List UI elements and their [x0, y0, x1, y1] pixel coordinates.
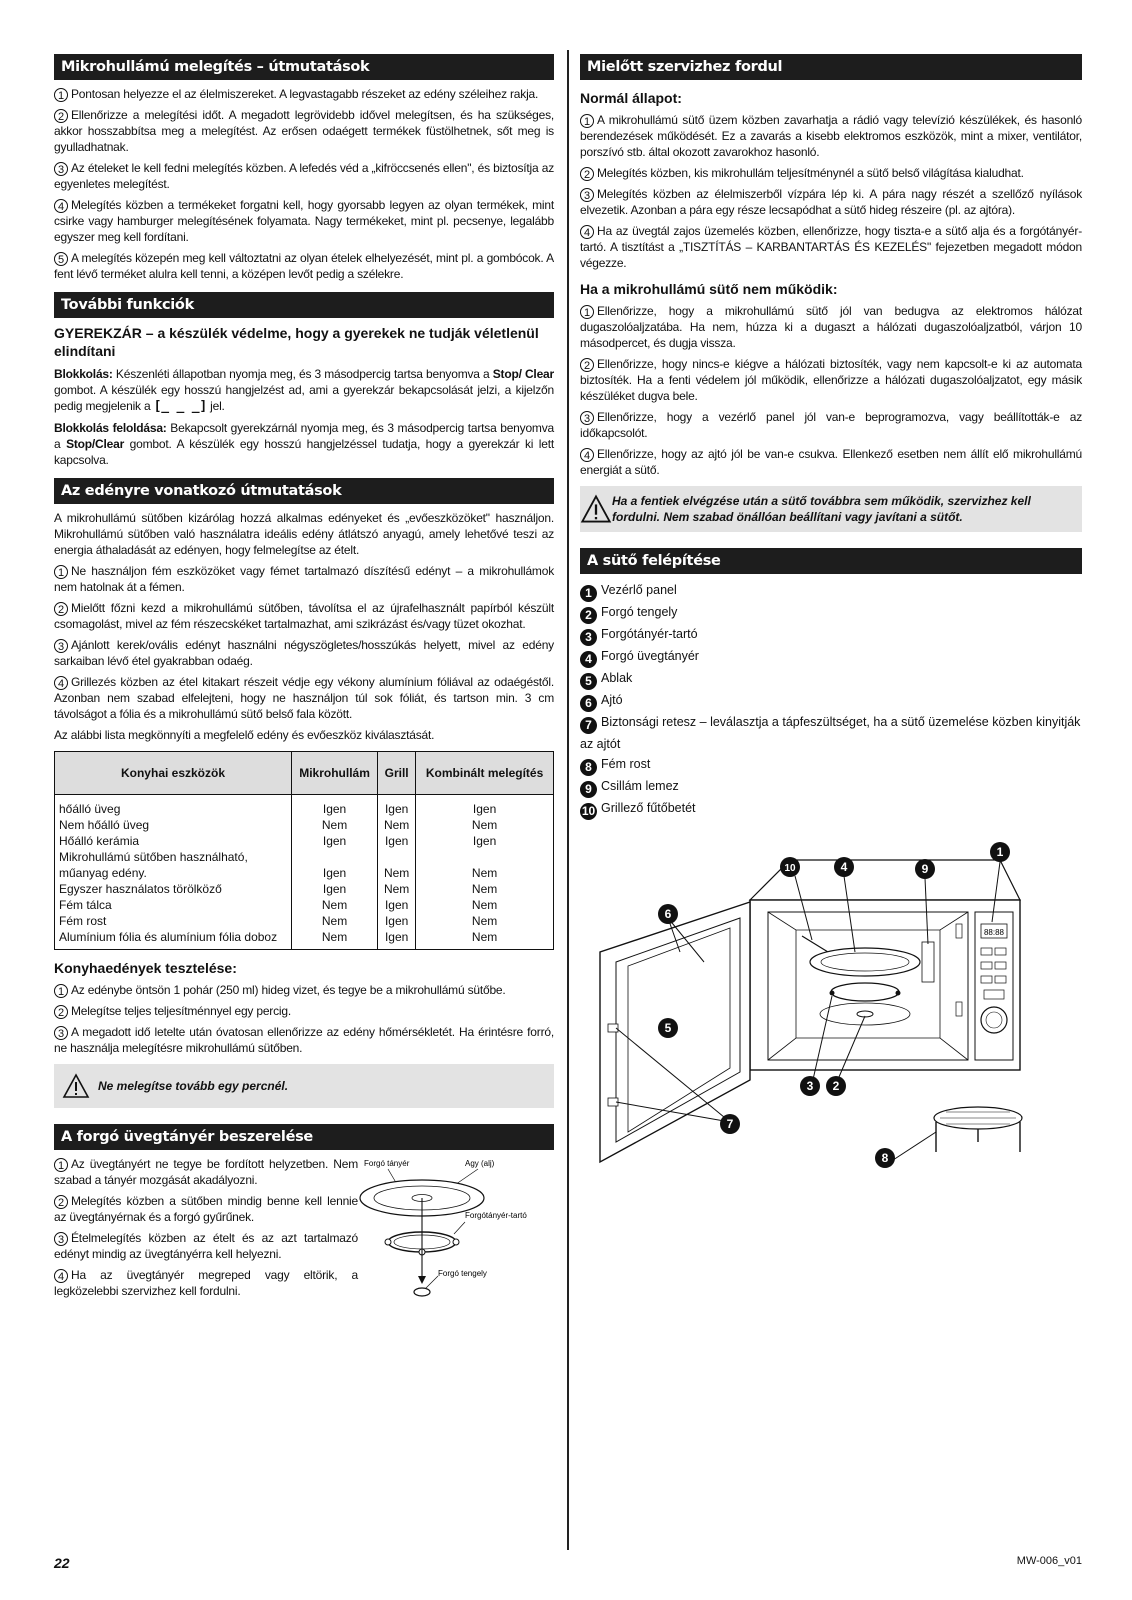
- cookware-instruction-text: Ajánlott kerek/ovális edényt használni négyszögletes/hosszúkás helyett, mivel az edény sarkaiban lévő étel gyakrabban odaég.: [54, 638, 554, 668]
- table-row: [55, 913, 554, 929]
- normal-state-item-text: A mikrohullámú sütő üzem közben zavarhatja a rádió vagy televízió készülékek, és hasonló berendezések működését. Ez a zavarás a kisebb elektromos eszközök, mint a mixer, ventilátor, porszívó stb. által okozott zavarokhoz hasonló.: [580, 113, 1082, 159]
- warning-box-2: [580, 486, 1082, 532]
- warning-box-1: [54, 1064, 554, 1108]
- component-item: [580, 754, 1082, 776]
- table-cell: Nem: [378, 865, 416, 881]
- callout-4: 4: [840, 860, 848, 874]
- test-step: [54, 1024, 554, 1056]
- turntable-instruction: [54, 1267, 358, 1299]
- heating-instruction-text: Melegítés közben a termékeket forgatni kell, hogy gyorsabb legyen az olyan termékek, mint csirke vagy hamburger melegítésének folyamata. Nagy termékeket, mint pl. pecsenye, legalább egyszer meg kell fordítani.: [54, 198, 554, 244]
- table-cell: Igen: [378, 913, 416, 929]
- table-cell: Nem: [292, 897, 378, 913]
- table-cell: Nem: [292, 929, 378, 950]
- table-cell: Igen: [292, 833, 378, 849]
- oven-diagram: [580, 832, 1082, 1177]
- not-working-item-text: Ellenőrizze, hogy a mikrohullámú sütő jól van bedugva az elektromos hálózat dugaszolóaljzatába. Ha nem, húzza ki a dugaszt a hálózati dugaszolóaljzatból, várjon 10 másodpercet, és dugja vissza.: [580, 304, 1082, 350]
- component-item-text: Forgó tengely: [601, 605, 678, 619]
- table-cell: Nem: [292, 817, 378, 833]
- table-cell: [292, 849, 378, 865]
- callout-9: 9: [921, 862, 929, 876]
- heating-instruction: [54, 160, 554, 192]
- callout-10: 10: [784, 863, 796, 874]
- item-number: 1: [54, 984, 68, 998]
- item-number: 6: [580, 695, 597, 712]
- table-cell: Igen: [378, 833, 416, 849]
- not-working-item: [580, 446, 1082, 478]
- component-item-text: Csillám lemez: [601, 779, 679, 793]
- turntable-diagram: [358, 1156, 548, 1311]
- heating-instruction-text: Az ételeket le kell fedni melegítés közben. A lefedés véd a „kifröccsenés ellen", és biztosítja az egyenletes melegítést.: [54, 161, 554, 191]
- cookware-instructions-list: [54, 563, 554, 722]
- item-number: 2: [580, 358, 594, 372]
- stop-clear-label-2: Stop/Clear: [66, 437, 125, 451]
- table-cell: Hőálló kerámia: [55, 833, 292, 849]
- test-step-text: Az edénybe öntsön 1 pohár (250 ml) hideg vizet, és tegye be a mikrohullámú sütőbe.: [71, 983, 506, 997]
- table-header: Mikrohullám: [292, 752, 378, 795]
- turntable-instruction-text: Az üvegtányért ne tegye be fordított helyzetben. Nem szabad a tányér mozgását akadályozni.: [54, 1157, 358, 1187]
- item-number: 1: [54, 88, 68, 102]
- item-number: 4: [54, 676, 68, 690]
- table-row: [55, 849, 554, 865]
- normal-state-item: [580, 186, 1082, 218]
- item-number: 1: [54, 1158, 68, 1172]
- section-heading-heating: Mikrohullámú melegítés – útmutatások: [54, 54, 554, 80]
- test-title: Konyhaedények tesztelése:: [54, 960, 237, 976]
- cookware-table: [54, 751, 554, 950]
- table-row: [55, 881, 554, 897]
- heating-instruction-text: Ellenőrizze a melegítési időt. A megadott legrövidebb idővel melegítsen, és ha szükséges, akkor hosszabbítsa meg a melegítést. Az erősen odaégett termékek füstölhetnek, sőt meg is gyulladhatnak.: [54, 108, 554, 154]
- table-cell: Mikrohullámú sütőben használható,: [55, 849, 292, 865]
- item-number: 7: [580, 717, 597, 734]
- test-step-text: Melegítse teljes teljesítménnyel egy percig.: [71, 1004, 291, 1018]
- item-number: 2: [54, 1195, 68, 1209]
- item-number: 3: [580, 629, 597, 646]
- table-cell: Fém rost: [55, 913, 292, 929]
- normal-state-item-text: Melegítés közben, kis mikrohullám teljesítménynél a sütő belső világítása kialudhat.: [597, 166, 1024, 180]
- table-row: [55, 817, 554, 833]
- table-row: [55, 833, 554, 849]
- column-divider: [567, 50, 569, 1550]
- item-number: 2: [580, 607, 597, 624]
- callout-5: 5: [664, 1021, 672, 1035]
- table-cell: műanyag edény.: [55, 865, 292, 881]
- item-number: 8: [580, 759, 597, 776]
- normal-state-item: [580, 165, 1082, 181]
- table-cell: Nem: [416, 865, 554, 881]
- item-number: 5: [54, 252, 68, 266]
- heating-instruction: [54, 86, 554, 102]
- cookware-instruction-text: Grillezés közben az étel kitakart részeit védje egy vékony alumínium fóliával az odaégéstől. Azonban nem szabad elfelejteni, hogy ne használjon túl sok fóliát, és tartson min. 3 cm távolságot a fólia és a mikrohullámú sütő belső fala között.: [54, 675, 554, 721]
- not-working-title: Ha a mikrohullámú sütő nem működik:: [580, 281, 838, 297]
- turntable-instruction: [54, 1156, 358, 1188]
- table-cell: Nem: [416, 897, 554, 913]
- component-item-text: Forgótányér-tartó: [601, 627, 698, 641]
- turntable-instruction: [54, 1193, 358, 1225]
- cookware-instruction: [54, 600, 554, 632]
- item-number: 4: [54, 199, 68, 213]
- component-item: [580, 646, 1082, 668]
- left-column: [54, 54, 554, 1311]
- callout-3: 3: [806, 1079, 814, 1093]
- heating-instruction: [54, 250, 554, 282]
- turntable-instruction-text: Ha az üvegtányér megreped vagy eltörik, a legközelebbi szervizhez kell fordulni.: [54, 1268, 358, 1298]
- lock-display-symbol: [_ _ _]: [153, 399, 207, 414]
- table-cell: hőálló üveg: [55, 795, 292, 818]
- lock-paragraph: [54, 366, 554, 415]
- item-number: 2: [580, 167, 594, 181]
- table-cell: [378, 849, 416, 865]
- table-cell: Igen: [292, 881, 378, 897]
- component-item-text: Vezérlő panel: [601, 583, 677, 597]
- not-working-item: [580, 356, 1082, 404]
- heating-instruction: [54, 197, 554, 245]
- not-working-item-text: Ellenőrizze, hogy nincs-e kiégve a hálózati biztosíték, vagy nem kapcsolt-e ki az automata biztosíték. Ha a fenti védelem jól működik, ellenőrizze a hálózati dugaszolóaljzatot, egy másik készüléket dugva bele.: [580, 357, 1082, 403]
- component-item: [580, 668, 1082, 690]
- test-step: [54, 1003, 554, 1019]
- table-header: Kombinált melegítés: [416, 752, 554, 795]
- component-list: [580, 580, 1082, 820]
- turntable-instructions-list: [54, 1156, 358, 1311]
- component-item-text: Grillező fűtőbetét: [601, 801, 696, 815]
- table-cell: Igen: [378, 929, 416, 950]
- lock-text-3: jel.: [207, 399, 225, 413]
- item-number: 3: [54, 1232, 68, 1246]
- table-header: Grill: [378, 752, 416, 795]
- section-heading-cookware: Az edényre vonatkozó útmutatások: [54, 478, 554, 504]
- table-cell: Igen: [292, 795, 378, 818]
- item-number: 1: [580, 305, 594, 319]
- not-working-item-text: Ellenőrizze, hogy az ajtó jól be van-e csukva. Ellenkező esetben nem állít elő mikrohullámú energiát a sütő.: [580, 447, 1082, 477]
- item-number: 4: [54, 1269, 68, 1283]
- normal-state-list: [580, 112, 1082, 271]
- warning-icon: [54, 1073, 98, 1099]
- item-number: 4: [580, 448, 594, 462]
- unlock-label: Blokkolás feloldása:: [54, 421, 167, 435]
- table-cell: Igen: [416, 833, 554, 849]
- item-number: 3: [580, 188, 594, 202]
- table-cell: Fém tálca: [55, 897, 292, 913]
- item-number: 4: [580, 225, 594, 239]
- component-item: [580, 602, 1082, 624]
- doc-code: MW-006_v01: [1016, 1555, 1082, 1567]
- item-number: 2: [54, 602, 68, 616]
- table-cell: Nem: [416, 881, 554, 897]
- right-column: [580, 54, 1082, 1177]
- table-row: [55, 897, 554, 913]
- component-item: [580, 580, 1082, 602]
- normal-state-title: Normál állapot:: [580, 90, 682, 106]
- normal-state-item-text: Melegítés közben az élelmiszerből vízpára lép ki. A pára nagy részét a szellőző nyílások elvezetik. Azonban a pára egy része lecsapódhat a sütő hideg részeire (pl. az ajtóra).: [580, 187, 1082, 217]
- label-shaft: Forgó tengely: [438, 1269, 487, 1278]
- child-lock-title: GYEREKZÁR – a készülék védelme, hogy a gyerekek ne tudják véletlenül elindítani: [54, 325, 539, 359]
- table-cell: Igen: [416, 795, 554, 818]
- cookware-instruction-text: Mielőtt főzni kezd a mikrohullámú sütőben, távolítsa el az újrafelhasznált papírból készült csomagolást, mivel az fém részecskéket tartalmazhat, ami szikrázást és/vagy tüzet okozhat.: [54, 601, 554, 631]
- table-row: [55, 795, 554, 818]
- cookware-instruction: [54, 674, 554, 722]
- not-working-item: [580, 303, 1082, 351]
- cookware-instruction: [54, 563, 554, 595]
- table-row: [55, 929, 554, 950]
- item-number: 2: [54, 109, 68, 123]
- lock-label: Blokkolás:: [54, 367, 113, 381]
- item-number: 3: [580, 411, 594, 425]
- turntable-instruction: [54, 1230, 358, 1262]
- turntable-instruction-text: Melegítés közben a sütőben mindig benne kell lennie az üvegtányérnak és a forgó gyűrűnek.: [54, 1194, 358, 1224]
- table-cell: Igen: [378, 897, 416, 913]
- warning-text-1: Ne melegítse tovább egy percnél.: [98, 1079, 289, 1093]
- table-cell: Nem: [416, 929, 554, 950]
- item-number: 9: [580, 781, 597, 798]
- component-item: [580, 712, 1082, 754]
- unlock-paragraph: [54, 420, 554, 468]
- item-number: 4: [580, 651, 597, 668]
- table-cell: Nem: [378, 817, 416, 833]
- warning-text-2: Ha a fentiek elvégzése után a sütő továbbra sem működik, szervizhez kell fordulni. Nem szabad önállóan beállítani vagy javítani a sütőt.: [612, 494, 1031, 524]
- table-cell: [416, 849, 554, 865]
- turntable-instruction-text: Ételmelegítés közben az ételt és az azt tartalmazó edényt mindig az üvegtányérra kell helyezni.: [54, 1231, 358, 1261]
- item-number: 1: [580, 114, 594, 128]
- item-number: 3: [54, 639, 68, 653]
- table-cell: Igen: [378, 795, 416, 818]
- item-number: 1: [580, 585, 597, 602]
- cookware-instruction-text: Ne használjon fém eszközöket vagy fémet tartalmazó díszítésű edényt – a mikrohullámok nem hatolnak át a fémen.: [54, 564, 554, 594]
- heating-instructions-list: [54, 86, 554, 282]
- table-row: [55, 865, 554, 881]
- test-list: [54, 982, 554, 1056]
- item-number: 10: [581, 804, 596, 818]
- component-item-text: Ajtó: [601, 693, 623, 707]
- component-item-text: Forgó üvegtányér: [601, 649, 699, 663]
- test-step: [54, 982, 554, 998]
- cookware-instruction: [54, 637, 554, 669]
- page-number: 22: [54, 1555, 70, 1571]
- component-item: [580, 798, 1082, 820]
- table-cell: Nem: [292, 913, 378, 929]
- section-heading-functions: További funkciók: [54, 292, 554, 318]
- component-item-text: Fém rost: [601, 757, 651, 771]
- normal-state-item-text: Ha az üvegtál zajos üzemelés közben, ellenőrizze, hogy tiszta-e a sütő alja és a forgótányér-tartó. A tisztítást a „TISZTÍTÁS – KARBANTARTÁS ÉS KEZELÉS" fejezetben megadott módon végezze.: [580, 224, 1082, 270]
- table-cell: Igen: [292, 865, 378, 881]
- test-step-text: A megadott idő letelte után óvatosan ellenőrizze az edény hőmérsékletét. Ha érintésre forró, ne használja melegítésre mikrohullámú sütőben.: [54, 1025, 554, 1055]
- item-number: 5: [580, 673, 597, 690]
- warning-icon: [580, 494, 612, 524]
- unlock-text-1: Bekapcsolt gyerekzárnál nyomja meg, és 3 másodpercig tartsa benyomva a: [54, 421, 554, 451]
- not-working-item: [580, 409, 1082, 441]
- component-item-text: Biztonsági retesz – leválasztja a tápfeszültséget, ha a sütő üzemelése közben kinyitják az ajtót: [580, 715, 1081, 751]
- item-number: 1: [54, 565, 68, 579]
- section-heading-turntable: A forgó üvegtányér beszerelése: [54, 1124, 554, 1150]
- item-number: 2: [54, 1005, 68, 1019]
- callout-8: 8: [881, 1151, 889, 1165]
- table-cell: Nem: [416, 913, 554, 929]
- section-heading-construction: A sütő felépítése: [580, 548, 1082, 574]
- display-readout: 88:88: [983, 928, 1005, 937]
- table-cell: Nem: [378, 881, 416, 897]
- component-item: [580, 690, 1082, 712]
- not-working-item-text: Ellenőrizze, hogy a vezérlő panel jól van-e beprogramozva, vagy beállították-e az időkapcsolót.: [580, 410, 1082, 440]
- section-heading-service: Mielőtt szervizhez fordul: [580, 54, 1082, 80]
- table-cell: Alumínium fólia és alumínium fólia doboz: [55, 929, 292, 950]
- table-cell: Nem hőálló üveg: [55, 817, 292, 833]
- heating-instruction-text: A melegítés közepén meg kell változtatni az olyan ételek elhelyezését, mint pl. a gombócok. A fent lévő terméket alulra kell tenni, a középen levőt pedig a szélekre.: [54, 251, 554, 281]
- callout-2: 2: [832, 1079, 840, 1093]
- lock-text-2: gombot. A készülék egy hosszú hangjelzést ad, ami a gyerekzár bekapcsolását jelzi, a kijelzőn pedig megjelenik a: [54, 383, 554, 413]
- table-cell: Egyszer használatos törölköző: [55, 881, 292, 897]
- label-support: Forgótányér-tartó: [465, 1211, 527, 1220]
- label-hub: Agy (alj): [465, 1159, 495, 1168]
- lock-text-1: Készenléti állapotban nyomja meg, és 3 másodpercig tartsa benyomva a: [112, 367, 493, 381]
- table-cell: Nem: [416, 817, 554, 833]
- table-header: Konyhai eszközök: [55, 752, 292, 795]
- component-item-text: Ablak: [601, 671, 633, 685]
- item-number: 3: [54, 162, 68, 176]
- unlock-text-2: gombot. A készülék egy hosszú hangjelzéssel tudatja, hogy a gyerekzár ki lett kapcsolva.: [54, 437, 555, 467]
- component-item: [580, 624, 1082, 646]
- item-number: 3: [54, 1026, 68, 1040]
- heating-instruction-text: Pontosan helyezze el az élelmiszereket. A legvastagabb részeket az edény széleihez rakja.: [71, 87, 539, 101]
- callout-7: 7: [726, 1117, 734, 1131]
- label-plate: Forgó tányér: [364, 1159, 410, 1168]
- component-item: [580, 776, 1082, 798]
- heating-instruction: [54, 107, 554, 155]
- not-working-list: [580, 303, 1082, 478]
- cookware-intro: A mikrohullámú sütőben kizárólag hozzá alkalmas edényeket és „evőeszközöket" használjon. Mikrohullámú sütőben való használatra ideális edény átlátszó anyagú, amely lehetővé teszi az energia áthaladását az edényen, hogy felmelegítse az ételt.: [54, 511, 554, 557]
- cookware-list-intro: Az alábbi lista megkönnyíti a megfelelő edény és evőeszköz kiválasztását.: [54, 728, 435, 742]
- callout-6: 6: [664, 907, 672, 921]
- normal-state-item: [580, 112, 1082, 160]
- normal-state-item: [580, 223, 1082, 271]
- stop-clear-label: Stop/ Clear: [492, 367, 554, 381]
- callout-1: 1: [996, 845, 1004, 859]
